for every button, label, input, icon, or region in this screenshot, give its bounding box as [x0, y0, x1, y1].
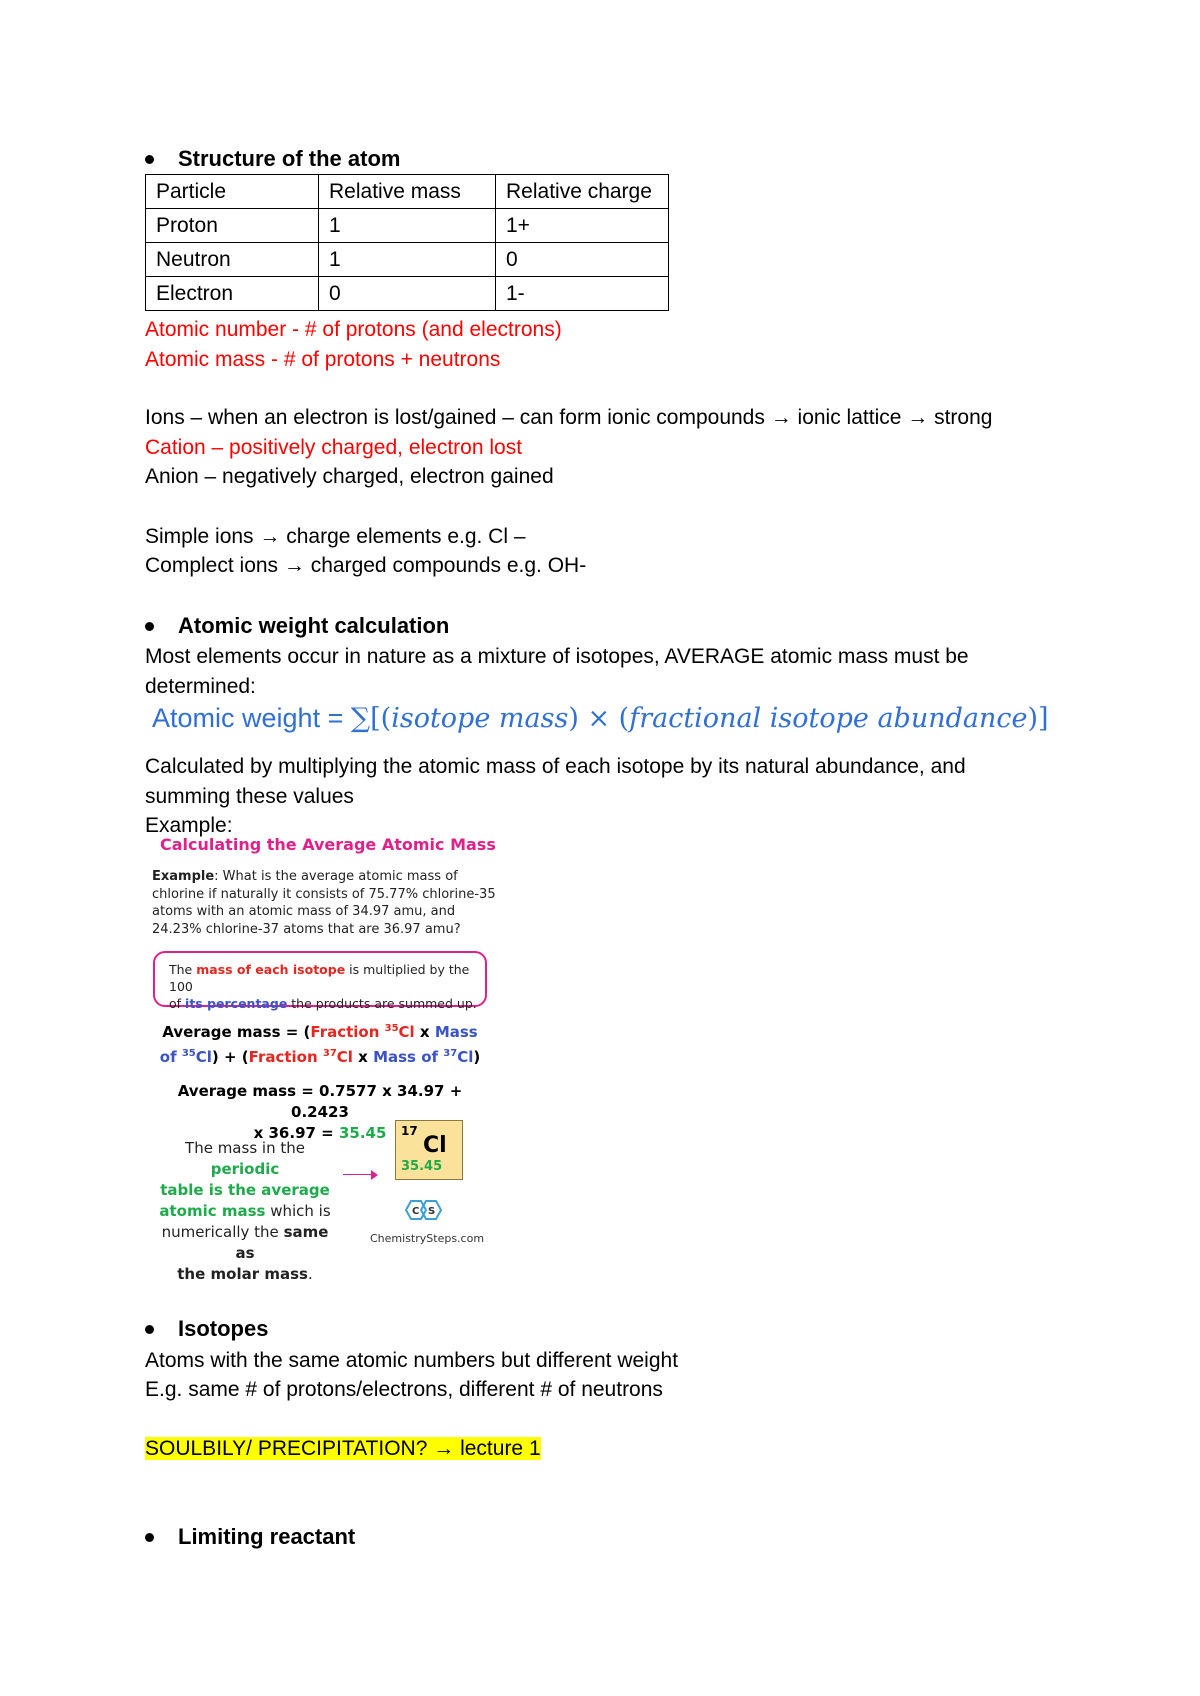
solubility-line [145, 1434, 541, 1463]
atomic-weight-formula: Atomic weight = ∑[(isotope mass) × (fractional isotope abundance)] [152, 703, 1049, 734]
isotopes-definition: Atoms with the same atomic numbers but different weight [145, 1349, 679, 1372]
table-cell: 0 [496, 243, 669, 277]
note-text: atomic mass [159, 1202, 266, 1220]
calc-description: Calculated by multiplying the atomic mass of each isotope by its natural abundance, and [145, 755, 966, 778]
table-row [146, 277, 669, 311]
section-heading: Isotopes [178, 1316, 269, 1341]
section-structure [145, 146, 400, 172]
formula-abundance: fractional isotope abundance [629, 703, 1028, 734]
formula-label: Atomic weight = [152, 703, 351, 733]
note-text: same as [235, 1223, 329, 1262]
atomic-weight-intro: Most elements occur in nature as a mixture of isotopes, AVERAGE atomic mass must be [145, 645, 969, 668]
cation-note: Cation – positively charged, electron lost [145, 436, 523, 459]
calc-description: summing these values [145, 785, 354, 808]
highlighted-text: lecture 1 [454, 1437, 541, 1460]
formula-text: 37 [443, 1048, 458, 1059]
formula-text: Cl [195, 1048, 212, 1066]
section-isotopes [145, 1316, 268, 1342]
complex-ions-text: charged compounds e.g. OH- [304, 554, 587, 577]
formula-text: 37 [322, 1048, 337, 1059]
formula-text: Cl [336, 1048, 353, 1066]
note-text: which is [265, 1202, 331, 1220]
formula-text: Cl [457, 1048, 474, 1066]
ions-text: Ions – when an electron is lost/gained – can form ionic compounds [145, 406, 771, 429]
arrow-icon: → [259, 525, 281, 548]
hint-highlight: its percentage [185, 996, 288, 1011]
question-text: 24.23% chlorine-37 atoms that are 36.97 amu? [152, 921, 461, 937]
hint-text: the products are summed up. [287, 996, 477, 1011]
note-text: The mass in the [185, 1139, 305, 1157]
svg-text:C: C [412, 1206, 420, 1217]
table-header-cell: Particle [146, 175, 319, 209]
example-label: Example: [145, 814, 233, 837]
formula-text: Fraction [310, 1023, 385, 1041]
note-text: numerically the [161, 1223, 284, 1241]
calculation-result: 35.45 [338, 1124, 387, 1142]
formula-text: Mass [434, 1023, 478, 1041]
note-text: periodic [210, 1160, 280, 1178]
table-cell: Electron [146, 277, 319, 311]
atomic-number-note: Atomic number - # of protons (and electrons) [145, 318, 562, 341]
table-cell: 1 [319, 243, 496, 277]
formula-isotope-mass: isotope mass [391, 703, 569, 734]
table-cell: Proton [146, 209, 319, 243]
pointer-arrow-icon [343, 1174, 373, 1175]
bullet-icon [145, 622, 154, 631]
formula-text: Mass of [373, 1048, 444, 1066]
calculation-text: Average mass = 0.7577 x 34.97 + 0.2423 [177, 1082, 463, 1121]
complex-ions-line [145, 551, 586, 580]
bullet-icon [145, 1325, 154, 1334]
chemistry-steps-logo-icon [399, 1197, 449, 1227]
hint-text [169, 961, 485, 1012]
periodic-table-note [150, 1138, 340, 1285]
formula-text: 35 [181, 1048, 196, 1059]
hint-text: of [169, 996, 186, 1011]
note-text: the molar mass [177, 1265, 308, 1283]
table-cell: 1 [319, 209, 496, 243]
table-cell: 1+ [496, 209, 669, 243]
element-symbol: Cl [423, 1133, 447, 1158]
atomic-weight-intro: determined: [145, 675, 256, 698]
formula-text: Fraction [248, 1048, 323, 1066]
hint-text: The [169, 962, 197, 977]
atomic-number: 17 [401, 1124, 418, 1138]
arrow-icon: → [770, 406, 792, 429]
arrow-icon: → [433, 1437, 455, 1460]
highlighted-text: SOULBILY/ PRECIPITATION? [145, 1437, 434, 1460]
average-mass-formula [150, 1018, 490, 1068]
hint-box [153, 951, 487, 1011]
simple-ions-line [145, 522, 526, 551]
question-text: atoms with an atomic mass of 34.97 amu, and [152, 904, 456, 919]
formula-text: x [414, 1023, 435, 1041]
logo-text: ChemistrySteps.com [370, 1232, 485, 1245]
section-atomic-weight [145, 613, 449, 639]
question-text: : What is the average atomic mass of [214, 869, 458, 884]
figure-question [152, 868, 496, 938]
particle-table [145, 174, 669, 311]
formula-text: x [352, 1048, 374, 1066]
table-row [146, 243, 669, 277]
chlorine-element-tile [395, 1120, 463, 1180]
formula-text: ) + ( [211, 1048, 249, 1066]
anion-note: Anion – negatively charged, electron gained [145, 465, 554, 488]
formula-text: 35 [384, 1023, 399, 1034]
atomic-mass-note: Atomic mass - # of protons + neutrons [145, 348, 501, 371]
question-label: Example [152, 869, 215, 884]
bullet-icon [145, 155, 154, 164]
table-cell: Neutron [146, 243, 319, 277]
arrow-icon: → [907, 406, 929, 429]
formula-times: × [578, 703, 619, 734]
section-heading: Limiting reactant [178, 1524, 356, 1549]
ions-line [145, 403, 992, 432]
hint-text: is multiplied by the 100 [169, 962, 470, 994]
section-heading: Structure of the atom [178, 146, 401, 171]
formula-text: Average mass = ( [162, 1023, 311, 1041]
complex-ions-text: Complect ions [145, 554, 284, 577]
section-heading: Atomic weight calculation [178, 613, 450, 638]
table-header-cell: Relative mass [319, 175, 496, 209]
ions-text: strong [928, 406, 993, 429]
figure-title: Calculating the Average Atomic Mass [160, 835, 496, 854]
formula-text: Cl [398, 1023, 415, 1041]
table-header-row [146, 175, 669, 209]
calculation-text: x 36.97 = [253, 1124, 339, 1142]
hint-highlight: mass of each isotope [196, 962, 346, 977]
average-atomic-mass-figure [150, 835, 500, 1283]
table-row [146, 209, 669, 243]
question-text: chlorine if naturally it consists of 75.77% chlorine-35 [152, 886, 496, 902]
table-cell: 1- [496, 277, 669, 311]
ions-text: ionic lattice [791, 406, 908, 429]
table-cell: 0 [319, 277, 496, 311]
note-text: table is the average [160, 1181, 330, 1199]
sigma-symbol: ∑ [350, 703, 371, 734]
section-limiting-reactant [145, 1524, 355, 1550]
formula-text: of [159, 1048, 182, 1066]
simple-ions-text: Simple ions [145, 525, 260, 548]
bullet-icon [145, 1533, 154, 1542]
arrow-icon: → [283, 554, 305, 577]
formula-text: ) [473, 1048, 481, 1066]
note-text: . [307, 1265, 313, 1283]
table-header-cell: Relative charge [496, 175, 669, 209]
simple-ions-text: charge elements e.g. Cl – [280, 525, 526, 548]
svg-text:S: S [428, 1206, 436, 1217]
isotopes-example: E.g. same # of protons/electrons, different # of neutrons [145, 1378, 663, 1401]
arrow-head-icon [371, 1170, 378, 1180]
element-mass: 35.45 [401, 1159, 443, 1174]
